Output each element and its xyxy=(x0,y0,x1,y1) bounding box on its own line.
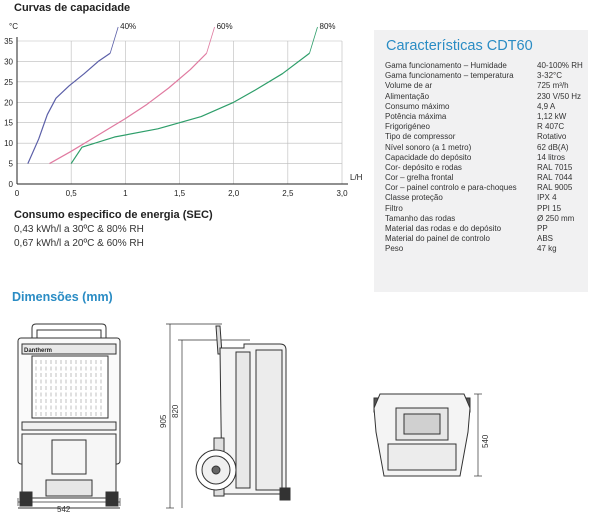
spec-row xyxy=(385,122,585,132)
spec-row xyxy=(385,234,585,244)
x-axis-label: L/H xyxy=(350,173,363,182)
y-tick-label: 25 xyxy=(4,77,13,87)
spec-label: Tipo de compressor xyxy=(385,132,456,142)
spec-value: 14 litros xyxy=(537,152,566,162)
spec-label: Filtro xyxy=(385,203,403,213)
spec-value: 230 V/50 Hz xyxy=(537,91,582,101)
series-leader-line xyxy=(110,27,118,53)
series-label: 40% xyxy=(120,22,137,31)
y-tick-label: 35 xyxy=(4,37,13,46)
series-label: 60% xyxy=(216,22,233,31)
side-body-height-label: 820 xyxy=(171,404,180,418)
front-view-drawing xyxy=(8,322,132,514)
spec-value: R 407C xyxy=(537,122,565,132)
spec-label: Alimentação xyxy=(385,91,430,101)
specifications-list xyxy=(385,61,585,255)
spec-row xyxy=(385,163,585,173)
spec-value: PP xyxy=(537,224,548,233)
spec-label: Potência máxima xyxy=(385,111,447,121)
top-view-drawing xyxy=(368,378,498,508)
spec-value: 4,9 A xyxy=(537,101,556,111)
series-leader-line xyxy=(207,27,215,53)
x-tick-label: 2,0 xyxy=(228,189,240,198)
spec-value: Rotativo xyxy=(537,132,567,142)
spec-row xyxy=(385,132,585,142)
y-tick-label: 30 xyxy=(4,57,13,67)
spec-label: Consumo máximo xyxy=(385,101,450,111)
y-axis-label: °C xyxy=(9,22,18,31)
front-width-dimension xyxy=(8,496,132,516)
side-total-height-label: 905 xyxy=(159,414,168,428)
spec-value: IPX 4 xyxy=(537,193,557,203)
spec-row xyxy=(385,204,585,214)
spec-row xyxy=(385,102,585,112)
x-tick-label: 2,5 xyxy=(282,189,294,198)
y-tick-label: 15 xyxy=(4,118,13,128)
spec-label: Cor- depósito e rodas xyxy=(385,162,462,172)
spec-value: RAL 7044 xyxy=(537,173,573,183)
brand-label: Dantherm xyxy=(24,348,53,354)
specifications-panel xyxy=(374,30,588,292)
spec-row xyxy=(385,183,585,193)
specifications-title: Características CDT60 xyxy=(386,38,533,54)
spec-label: Classe proteção xyxy=(385,193,443,203)
spec-value: ABS xyxy=(537,234,554,244)
x-tick-label: 0,5 xyxy=(65,189,77,198)
series-leader-line xyxy=(310,27,318,53)
series-line xyxy=(28,53,110,163)
spec-row xyxy=(385,81,585,91)
spec-row xyxy=(385,143,585,153)
spec-row xyxy=(385,244,585,254)
side-view-drawing xyxy=(160,318,310,514)
spec-label: Material das rodas e do depósito xyxy=(385,224,502,233)
y-tick-label: 0 xyxy=(8,180,13,189)
spec-row xyxy=(385,61,585,71)
spec-value: PPI 15 xyxy=(537,203,562,213)
y-tick-label: 20 xyxy=(4,98,13,108)
spec-value: 62 dB(A) xyxy=(537,142,569,152)
x-tick-label: 3,0 xyxy=(336,189,348,198)
spec-label: Gama funcionamento – temperatura xyxy=(385,71,514,81)
front-width-label: 542 xyxy=(57,505,71,514)
spec-label: Gama funcionamento – Humidade xyxy=(385,61,507,70)
spec-value: 3-32°C xyxy=(537,71,562,81)
spec-value: 47 kg xyxy=(537,244,557,254)
spec-label: Capacidade do depósito xyxy=(385,152,472,162)
spec-row xyxy=(385,153,585,163)
series-line xyxy=(50,53,207,163)
spec-row xyxy=(385,193,585,203)
spec-label: Cor – grelha frontal xyxy=(385,173,454,183)
series-label: 80% xyxy=(319,22,336,31)
sec-line: 0,43 kWh/l a 30ºC & 80% RH xyxy=(14,224,144,235)
x-tick-label: 0 xyxy=(14,189,20,198)
spec-row xyxy=(385,71,585,81)
spec-label: Volume de ar xyxy=(385,81,433,91)
top-depth-label: 540 xyxy=(481,434,490,448)
spec-value: 725 m³/h xyxy=(537,81,569,91)
sec-title: Consumo especifico de energia (SEC) xyxy=(14,209,213,221)
spec-value: RAL 9005 xyxy=(537,183,573,193)
spec-row xyxy=(385,224,585,234)
spec-label: Material do painel de controlo xyxy=(385,234,490,244)
spec-label: Tamanho das rodas xyxy=(385,213,456,223)
spec-value: 40-100% RH xyxy=(537,61,583,70)
capacity-chart xyxy=(0,14,370,198)
spec-row xyxy=(385,112,585,122)
dimensions-title: Dimensões (mm) xyxy=(12,290,113,304)
x-tick-label: 1 xyxy=(123,189,128,198)
energy-consumption-section xyxy=(14,209,364,251)
x-tick-label: 1,5 xyxy=(173,189,186,198)
spec-label: Nível sonoro (a 1 metro) xyxy=(385,142,472,152)
spec-label: Peso xyxy=(385,244,404,254)
y-tick-label: 10 xyxy=(4,139,13,149)
y-tick-label: 5 xyxy=(8,159,13,169)
sec-line: 0,67 kWh/l a 20ºC & 60% RH xyxy=(14,238,144,249)
spec-row xyxy=(385,214,585,224)
spec-value: RAL 7015 xyxy=(537,162,573,172)
chart-title: Curvas de capacidade xyxy=(14,2,131,14)
spec-row xyxy=(385,173,585,183)
spec-label: Frigorigéneo xyxy=(385,122,430,132)
spec-value: Ø 250 mm xyxy=(537,213,575,223)
spec-value: 1,12 kW xyxy=(537,111,567,121)
spec-label: Cor – painel controlo e para-choques xyxy=(385,183,517,193)
spec-row xyxy=(385,92,585,102)
